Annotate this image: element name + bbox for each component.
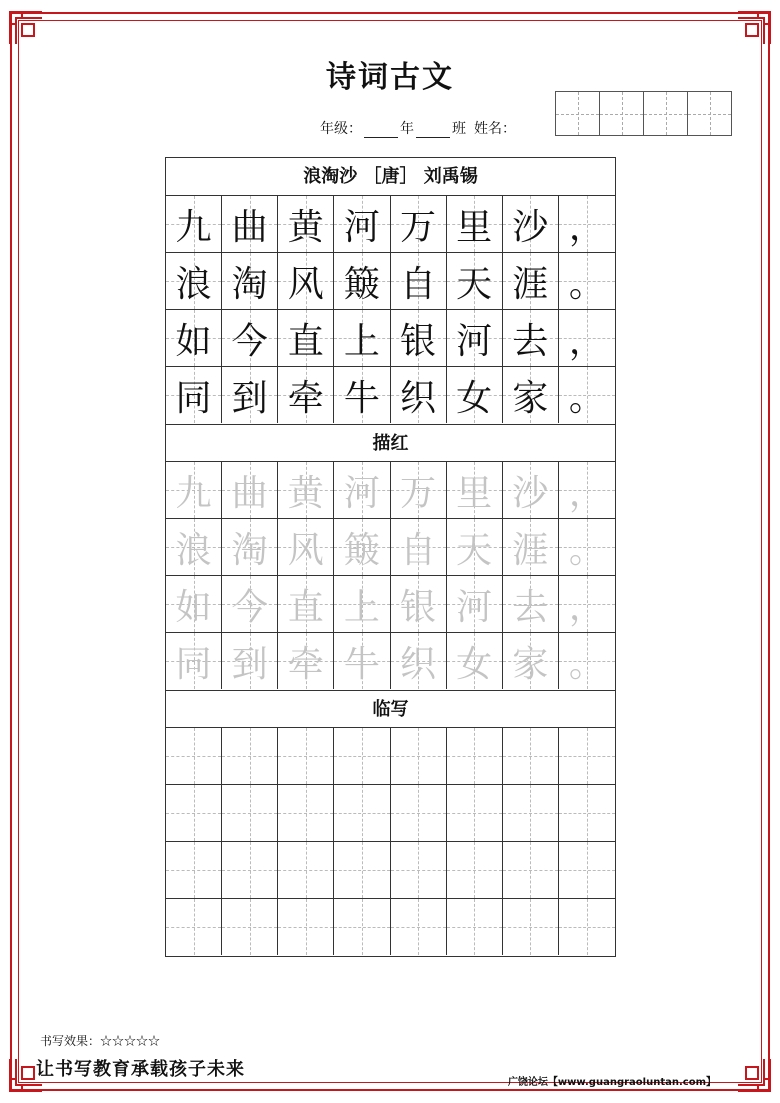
grid-character: 今: [231, 320, 268, 362]
grid-cell: [334, 310, 390, 366]
grid-character: 万: [400, 472, 437, 514]
grid-character: 曲: [231, 206, 268, 248]
grid-character: 今: [231, 586, 268, 628]
grid-character: 织: [400, 643, 437, 685]
corner-ornament-icon: [736, 1057, 772, 1093]
grid-character: 沙: [512, 206, 549, 248]
grid-cell: [278, 253, 334, 309]
grid-row: [166, 196, 615, 253]
class-blank[interactable]: [416, 124, 450, 138]
grid-character: ，: [568, 472, 605, 514]
name-label: 姓名：: [474, 121, 516, 137]
grid-character: 黄: [287, 206, 324, 248]
grid-cell[interactable]: [391, 842, 447, 898]
grid-row: [166, 728, 615, 785]
copy-grid: [166, 728, 615, 956]
grid-cell: [166, 310, 222, 366]
grid-character: 牛: [343, 643, 380, 685]
grid-character: ，: [568, 206, 605, 248]
grid-cell[interactable]: [222, 785, 278, 841]
grid-character: 自: [400, 529, 437, 571]
grid-cell[interactable]: [447, 899, 503, 955]
grid-character: 家: [512, 377, 549, 419]
grid-cell: [222, 519, 278, 575]
grid-cell: [222, 310, 278, 366]
grid-cell[interactable]: [166, 728, 222, 784]
grid-cell: [503, 367, 559, 423]
grid-character: 去: [512, 320, 549, 362]
grid-cell: [334, 196, 390, 252]
grid-cell[interactable]: [503, 728, 559, 784]
grid-cell[interactable]: [222, 728, 278, 784]
grid-cell: [391, 253, 447, 309]
grid-character: 河: [456, 320, 493, 362]
grid-cell: [334, 576, 390, 632]
grid-cell[interactable]: [166, 785, 222, 841]
page-title: 诗词古文: [326, 60, 454, 95]
grid-cell: [222, 367, 278, 423]
grid-cell[interactable]: [391, 785, 447, 841]
grid-cell: [278, 633, 334, 689]
slogan-text: 让书写教育承载孩子未来: [36, 1059, 245, 1080]
corner-ornament-icon: [736, 10, 772, 46]
grid-cell: [278, 196, 334, 252]
grid-character: 到: [231, 643, 268, 685]
grid-cell: [391, 196, 447, 252]
grid-character: 直: [287, 586, 324, 628]
grid-character: 淘: [231, 263, 268, 305]
grid-cell: [166, 253, 222, 309]
grid-cell: [334, 367, 390, 423]
name-boxes: [556, 91, 732, 136]
grid-character: 风: [287, 263, 324, 305]
grid-character: 黄: [287, 472, 324, 514]
grade-label: 年级：: [320, 121, 362, 137]
grid-cell: [503, 253, 559, 309]
grid-cell: [503, 196, 559, 252]
grid-character: 万: [400, 206, 437, 248]
grid-character: 里: [456, 206, 493, 248]
grid-character: 银: [400, 586, 437, 628]
grid-cell: [391, 462, 447, 518]
grid-cell: [222, 462, 278, 518]
grid-cell[interactable]: [222, 899, 278, 955]
grid-cell: [278, 519, 334, 575]
grid-row: [166, 633, 615, 690]
grid-character: 。: [568, 377, 605, 419]
grid-cell: [503, 519, 559, 575]
grid-row: [166, 519, 615, 576]
grid-character: 同: [175, 643, 212, 685]
grid-cell[interactable]: [334, 785, 390, 841]
copy-heading: 临写: [166, 690, 615, 728]
grid-cell: [391, 367, 447, 423]
grid-cell: [166, 633, 222, 689]
name-box[interactable]: [599, 91, 644, 136]
grid-character: 浪: [175, 263, 212, 305]
grid-cell[interactable]: [278, 899, 334, 955]
grid-cell: [334, 519, 390, 575]
grid-cell: [222, 253, 278, 309]
grid-row: [166, 253, 615, 310]
grid-row: [166, 310, 615, 367]
grid-cell: [166, 367, 222, 423]
grid-cell: [391, 310, 447, 366]
grid-character: 上: [343, 320, 380, 362]
grid-cell: [503, 576, 559, 632]
grid-cell[interactable]: [278, 842, 334, 898]
grid-cell[interactable]: [391, 899, 447, 955]
grid-character: 风: [287, 529, 324, 571]
grid-character: 自: [400, 263, 437, 305]
grid-character: 沙: [512, 472, 549, 514]
year-label: 年: [400, 121, 414, 137]
grid-cell[interactable]: [447, 842, 503, 898]
grid-character: 织: [400, 377, 437, 419]
grid-cell: [559, 310, 615, 366]
grid-cell: [166, 196, 222, 252]
grid-cell: [559, 519, 615, 575]
grid-character: 河: [456, 586, 493, 628]
grid-cell: [334, 462, 390, 518]
grid-cell[interactable]: [334, 728, 390, 784]
grid-row: [166, 899, 615, 956]
grid-cell: [447, 367, 503, 423]
grid-cell: [559, 576, 615, 632]
grid-cell[interactable]: [278, 785, 334, 841]
grid-cell[interactable]: [166, 842, 222, 898]
grid-cell[interactable]: [334, 842, 390, 898]
grid-character: ，: [568, 320, 605, 362]
grid-cell: [503, 310, 559, 366]
site-text: 广饶论坛【www.guangraoluntan.com】: [507, 1077, 716, 1088]
grid-cell: [166, 576, 222, 632]
grid-cell: [559, 462, 615, 518]
grid-cell: [447, 253, 503, 309]
grid-character: 直: [287, 320, 324, 362]
grid-row: [166, 785, 615, 842]
grid-character: 天: [456, 529, 493, 571]
grid-cell: [222, 633, 278, 689]
grid-character: 淘: [231, 529, 268, 571]
grid-character: ，: [568, 586, 605, 628]
grid-character: 涯: [512, 263, 549, 305]
grid-character: 牵: [287, 377, 324, 419]
grid-row: [166, 367, 615, 424]
grid-character: 上: [343, 586, 380, 628]
grid-character: 女: [456, 377, 493, 419]
grade-blank[interactable]: [364, 124, 398, 138]
grid-character: 。: [568, 529, 605, 571]
grid-cell: [559, 253, 615, 309]
grid-row: [166, 842, 615, 899]
grid-cell: [503, 633, 559, 689]
class-label: 班: [452, 121, 466, 137]
grid-cell: [334, 633, 390, 689]
grid-character: 女: [456, 643, 493, 685]
trace-heading: 描红: [166, 424, 615, 462]
grid-cell[interactable]: [559, 785, 615, 841]
grid-character: 到: [231, 377, 268, 419]
grid-cell: [447, 576, 503, 632]
grid-cell: [391, 519, 447, 575]
grid-cell[interactable]: [503, 842, 559, 898]
rating-text: 书写效果：☆☆☆☆☆: [40, 1034, 161, 1048]
grid-cell[interactable]: [503, 785, 559, 841]
grid-cell[interactable]: [447, 728, 503, 784]
grid-cell: [447, 196, 503, 252]
grid-cell: [391, 576, 447, 632]
grid-character: 如: [175, 586, 212, 628]
grid-character: 曲: [231, 472, 268, 514]
name-box[interactable]: [643, 91, 688, 136]
grid-cell: [278, 576, 334, 632]
grid-character: 。: [568, 263, 605, 305]
grid-character: 河: [343, 472, 380, 514]
grid-cell: [559, 367, 615, 423]
grid-character: 银: [400, 320, 437, 362]
grid-character: 里: [456, 472, 493, 514]
grid-cell: [334, 253, 390, 309]
grid-row: [166, 462, 615, 519]
grid-row: [166, 576, 615, 633]
name-box[interactable]: [555, 91, 600, 136]
grid-cell[interactable]: [503, 899, 559, 955]
grid-character: 九: [175, 472, 212, 514]
grid-character: 牵: [287, 643, 324, 685]
grid-cell[interactable]: [447, 785, 503, 841]
grid-cell: [278, 367, 334, 423]
grid-cell: [447, 310, 503, 366]
grid-cell: [166, 519, 222, 575]
grid-cell: [278, 310, 334, 366]
poem-heading: 浪淘沙 ［唐］ 刘禹锡: [166, 158, 615, 196]
grid-cell: [391, 633, 447, 689]
grid-cell[interactable]: [334, 899, 390, 955]
trace-grid: [166, 462, 615, 690]
grid-cell: [503, 462, 559, 518]
grid-cell: [447, 633, 503, 689]
poem-grid: [166, 196, 615, 424]
grid-cell[interactable]: [278, 728, 334, 784]
grid-character: 簸: [343, 263, 380, 305]
name-box[interactable]: [687, 91, 732, 136]
grid-character: 涯: [512, 529, 549, 571]
grid-cell: [222, 196, 278, 252]
grid-cell[interactable]: [559, 842, 615, 898]
grid-cell: [559, 633, 615, 689]
grid-character: 河: [343, 206, 380, 248]
grid-character: 如: [175, 320, 212, 362]
grid-character: 牛: [343, 377, 380, 419]
grid-cell[interactable]: [222, 842, 278, 898]
grid-cell: [166, 462, 222, 518]
grid-cell: [447, 519, 503, 575]
grid-cell: [559, 196, 615, 252]
grid-character: 九: [175, 206, 212, 248]
grid-character: 浪: [175, 529, 212, 571]
grid-cell[interactable]: [391, 728, 447, 784]
grid-cell[interactable]: [559, 899, 615, 955]
corner-ornament-icon: [8, 10, 44, 46]
grid-cell: [278, 462, 334, 518]
grid-character: 。: [568, 643, 605, 685]
grid-character: 天: [456, 263, 493, 305]
grid-cell[interactable]: [166, 899, 222, 955]
grid-cell: [222, 576, 278, 632]
grid-character: 去: [512, 586, 549, 628]
student-info: [320, 118, 516, 138]
grid-cell: [447, 462, 503, 518]
grid-character: 家: [512, 643, 549, 685]
grid-cell[interactable]: [559, 728, 615, 784]
grid-character: 同: [175, 377, 212, 419]
grid-character: 簸: [343, 529, 380, 571]
writing-sheet: [165, 157, 616, 957]
